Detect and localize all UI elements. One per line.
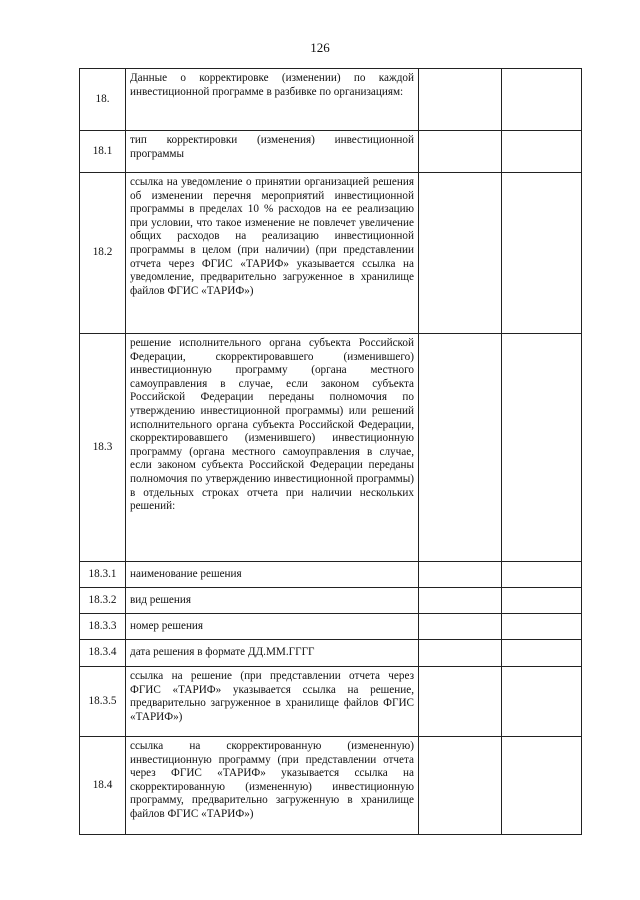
- empty-cell: [502, 588, 582, 614]
- row-number: 18.3.2: [80, 588, 126, 614]
- empty-cell: [502, 131, 582, 173]
- row-description: ссылка на уведомление о принятии организацией решения об изменении перечня мероприятий инвестиционной программы в пределах 10 % расходов на ее реализацию при условии, что такое изменение не повлечет увеличение общих расходов на реализацию инвестиционной программы в целом (при наличии) (при представлении отчета через ФГИС «ТАРИФ» указывается ссылка на уведомление, предварительно загруженное в хранилище файлов ФГИС «ТАРИФ»): [126, 173, 419, 334]
- row-number: 18.3.5: [80, 667, 126, 737]
- empty-cell: [502, 640, 582, 667]
- table-row: [80, 588, 582, 614]
- empty-cell: [502, 69, 582, 131]
- empty-cell: [419, 334, 502, 562]
- row-description: ссылка на скорректированную (измененную) инвестиционную программу (при представлении отчета через ФГИС «ТАРИФ» указывается ссылка на скорректированную (измененную) инвестиционную программу, предварительно загруженную в хранилище файлов ФГИС «ТАРИФ»): [126, 737, 419, 835]
- table-row: [80, 131, 582, 173]
- empty-cell: [502, 737, 582, 835]
- empty-cell: [419, 667, 502, 737]
- row-number: 18.3.1: [80, 562, 126, 588]
- row-description: тип корректировки (изменения) инвестиционной программы: [126, 131, 419, 173]
- empty-cell: [419, 562, 502, 588]
- row-description: дата решения в формате ДД.ММ.ГГГГ: [126, 640, 419, 667]
- empty-cell: [419, 588, 502, 614]
- table-row: [80, 173, 582, 334]
- empty-cell: [502, 614, 582, 640]
- row-description: Данные о корректировке (изменении) по каждой инвестиционной программе в разбивке по организациям:: [126, 69, 419, 131]
- table-row: [80, 562, 582, 588]
- row-description: решение исполнительного органа субъекта Российской Федерации, скорректировавшего (изменившего) инвестиционную программу (органа местного самоуправления в случае, если законом субъекта Российской Федерации переданы полномочия по утверждению инвестиционной программы) или решений исполнительного органа субъекта Российской Федерации, скорректировавшего (изменившего) инвестиционную программу (органа местного самоуправления в случае, если законом субъекта Российской Федерации переданы полномочия по утверждению инвестиционной программы) в отдельных строках отчета при наличии нескольких решений:: [126, 334, 419, 562]
- row-number: 18.3.3: [80, 614, 126, 640]
- row-description: номер решения: [126, 614, 419, 640]
- row-number: 18.1: [80, 131, 126, 173]
- table-row: [80, 667, 582, 737]
- empty-cell: [502, 334, 582, 562]
- row-description: вид решения: [126, 588, 419, 614]
- table-row: [80, 69, 582, 131]
- empty-cell: [502, 562, 582, 588]
- row-number: 18.3: [80, 334, 126, 562]
- row-description: ссылка на решение (при представлении отчета через ФГИС «ТАРИФ» указывается ссылка на решение, предварительно загруженное в хранилище файлов ФГИС «ТАРИФ»): [126, 667, 419, 737]
- empty-cell: [419, 640, 502, 667]
- row-description: наименование решения: [126, 562, 419, 588]
- table-row: [80, 737, 582, 835]
- row-number: 18.2: [80, 173, 126, 334]
- table-row: [80, 614, 582, 640]
- table-row: [80, 334, 582, 562]
- empty-cell: [419, 69, 502, 131]
- page-number: 126: [310, 40, 330, 55]
- report-table: [79, 68, 582, 835]
- row-number: 18.4: [80, 737, 126, 835]
- empty-cell: [419, 173, 502, 334]
- empty-cell: [502, 667, 582, 737]
- empty-cell: [419, 614, 502, 640]
- empty-cell: [419, 737, 502, 835]
- row-number: 18.: [80, 69, 126, 131]
- row-number: 18.3.4: [80, 640, 126, 667]
- empty-cell: [419, 131, 502, 173]
- empty-cell: [502, 173, 582, 334]
- table-row: [80, 640, 582, 667]
